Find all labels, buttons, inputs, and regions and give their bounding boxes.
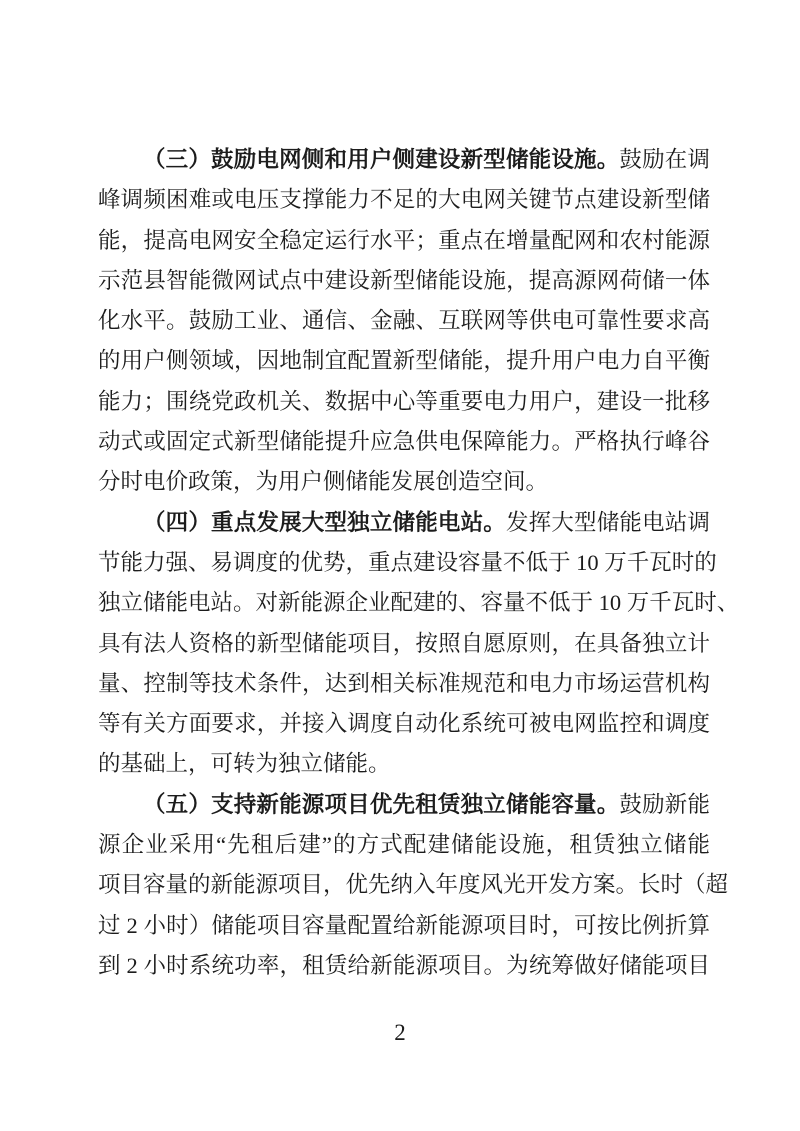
paragraph-line: 能力；围绕党政机关、数据中心等重要电力用户，建设一批移	[98, 388, 710, 414]
paragraph-first-line-rest: 发挥大型储能电站调	[505, 509, 710, 535]
paragraph-line: 示范县智能微网试点中建设新型储能设施，提高源网荷储一体	[98, 267, 710, 293]
paragraph-heading: （四）重点发展大型独立储能电站。	[143, 509, 506, 535]
paragraph-first-line	[98, 503, 710, 543]
paragraph-line: 量、控制等技术条件，达到相关标准规范和电力市场运营机构	[98, 670, 710, 696]
paragraph-line: 化水平。鼓励工业、通信、金融、互联网等供电可靠性要求高	[98, 308, 710, 334]
paragraph-line: 独立储能电站。对新能源企业配建的、容量不低于 10 万千瓦时、	[98, 590, 740, 616]
paragraph-line: 过 2 小时）储能项目容量配置给新能源项目时，可按比例折算	[98, 912, 710, 938]
page-footer	[0, 1018, 800, 1048]
paragraph-line: 具有法人资格的新型储能项目，按照自愿原则，在具备独立计	[98, 630, 710, 656]
page-number: 2	[394, 1020, 406, 1045]
paragraph-line: 能，提高电网安全稳定运行水平；重点在增量配网和农村能源	[98, 227, 710, 253]
paragraph-line: 源企业采用“先租后建”的方式配建储能设施，租赁独立储能	[98, 832, 710, 858]
paragraph-first-line	[98, 140, 710, 180]
paragraph-line: 节能力强、易调度的优势，重点建设容量不低于 10 万千瓦时的	[98, 549, 717, 575]
paragraph-line: 项目容量的新能源项目，优先纳入年度风光开发方案。长时（超	[98, 872, 729, 898]
paragraph-line: 的基础上，可转为独立储能。	[98, 751, 391, 777]
paragraph-line: 动式或固定式新型储能提升应急供电保障能力。严格执行峰谷	[98, 429, 710, 455]
paragraph-first-line-rest: 鼓励新能	[619, 791, 710, 817]
paragraph	[98, 503, 740, 785]
paragraph-line: 等有关方面要求，并接入调度自动化系统可被电网监控和调度	[98, 711, 710, 737]
paragraph-line: 到 2 小时系统功率，租赁给新能源项目。为统筹做好储能项目	[98, 952, 710, 978]
paragraph-first-line	[98, 785, 710, 825]
paragraph-first-line-rest: 鼓励在调	[619, 147, 710, 172]
paragraph	[98, 140, 710, 503]
paragraph-heading: （三）鼓励电网侧和用户侧建设新型储能设施。	[143, 147, 620, 172]
paragraph-heading: （五）支持新能源项目优先租赁独立储能容量。	[143, 791, 620, 817]
paragraph-line: 的用户侧领域，因地制宜配置新型储能，提升用户电力自平衡	[98, 348, 710, 374]
document-body	[98, 140, 740, 986]
paragraph-line: 峰调频困难或电压支撑能力不足的大电网关键节点建设新型储	[98, 187, 710, 213]
paragraph-line: 分时电价政策，为用户侧储能发展创造空间。	[98, 469, 549, 495]
paragraph	[98, 785, 729, 986]
